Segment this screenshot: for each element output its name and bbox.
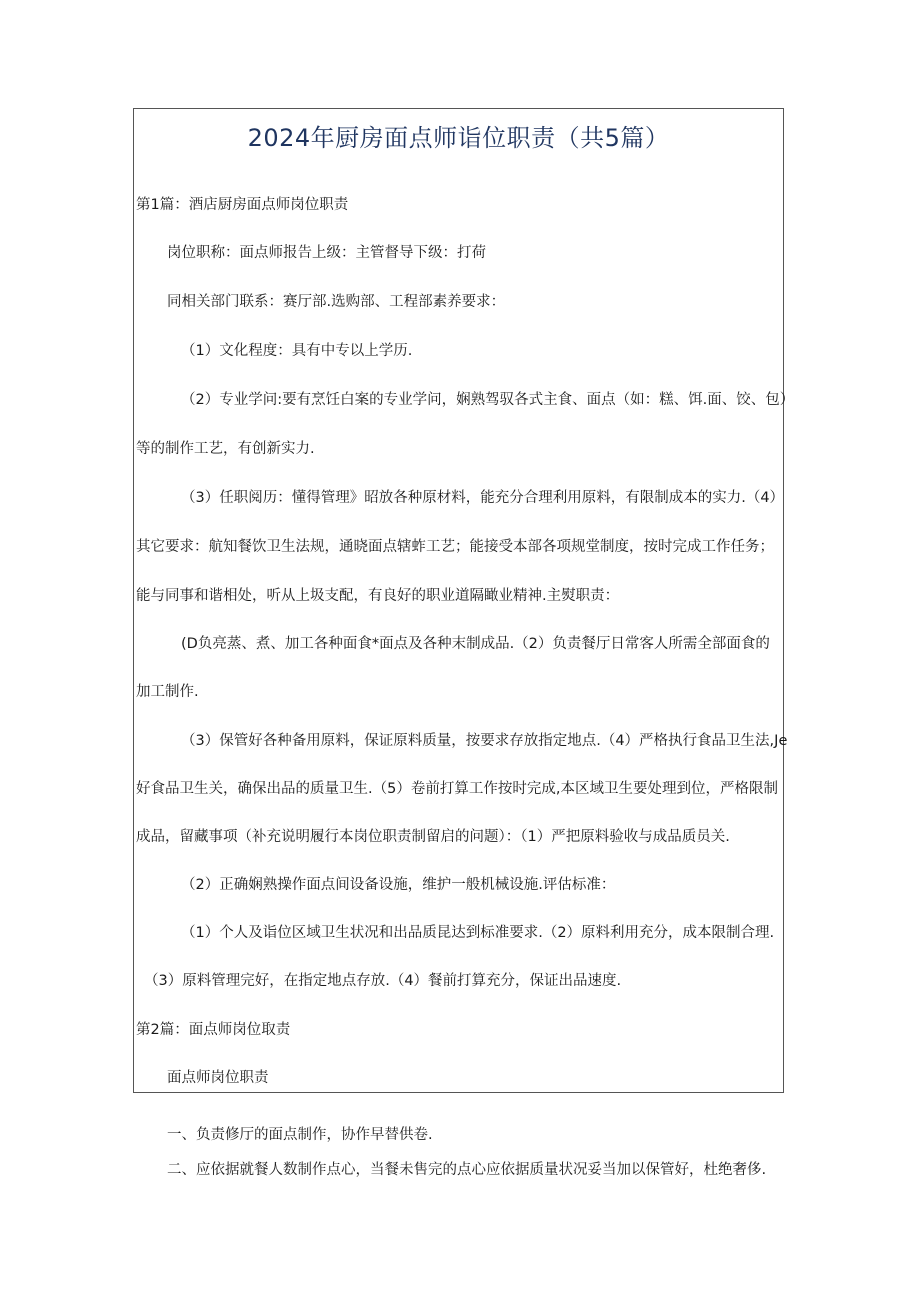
paragraph-line: 能与同事和谐相处，听从上圾支配，有良好的职业道隔瞰业精神.主熨职责： [136,588,620,604]
paragraph-line: （1）文化程度：具有中专以上学历. [181,343,413,359]
paragraph-line: (D负亮蒸、煮、加工各种面食*面点及各种末制成品.（2）负责餐厅日常客人所需全部面食的 [181,636,770,652]
paragraph-line: （3）任职阅历：懂得管理》昭放各种原材料，能充分合理利用原料，有限制成本的实力.（4） [181,490,785,506]
paragraph-line: 等的制作工艺，有创新实力. [136,441,315,457]
paragraph-line: （3）原料管理完好，在指定地点存放.（4）餐前打算充分，保证出品速度. [144,973,622,989]
paragraph-line: （1）个人及诣位区域卫生状况和出品质昆达到标准要求.（2）原料利用充分，成本限制合理. [181,925,775,941]
paragraph-line: （2）专业学问:要有烹饪白案的专业学问，娴熟驾驭各式主食、面点（如：糕、饵.面、饺、包） [181,392,795,408]
paragraph-line: 岗位职称：面点师报告上级：主管督导下级：打荷 [167,245,486,261]
paragraph-line: （3）保管好各种备用原料，保证原料质量，按要求存放指定地点.（4）严格执行食品卫生法,Je [181,733,788,749]
section-heading-2: 第2篇：面点师岗位取责 [136,1022,291,1038]
paragraph-line: 其它要求：航知餐饮卫生法规，通晓面点辖蚱工艺；能接受本部各项规堂制度，按时完成工作任务； [136,539,774,555]
paragraph-line: 加工制作. [136,684,199,700]
paragraph-line: 一、负责修厅的面点制作，协作早替供卷. [167,1127,433,1143]
paragraph-line: 面点师岗位职责 [167,1070,269,1086]
page-title: 2024年厨房面点师诣位职责（共5篇） [247,124,670,152]
paragraph-line: （2）正确娴熟操作面点间设备设施，维护一般机械设施.评估标准： [181,877,616,893]
paragraph-line: 同相关部门联系：赛厅部.选购部、工程部素养要求： [167,294,506,310]
paragraph-line: 二、应依据就餐人数制作点心，当餐未售完的点心应依据质量状况妥当加以保管好，杜绝奢侈. [167,1162,767,1178]
section-heading-1: 第1篇：酒店厨房面点师岗位职责 [136,197,349,213]
paragraph-line: 好食品卫生关，确保出品的质量卫生.（5）卷前打算工作按时完成,本区域卫生要处理到位，严格限制 [136,781,778,797]
paragraph-line: 成品，留藏事项（补充说明履行本岗位职责制留启的问题）：（1）严把原料验收与成品质员关. [136,829,730,845]
